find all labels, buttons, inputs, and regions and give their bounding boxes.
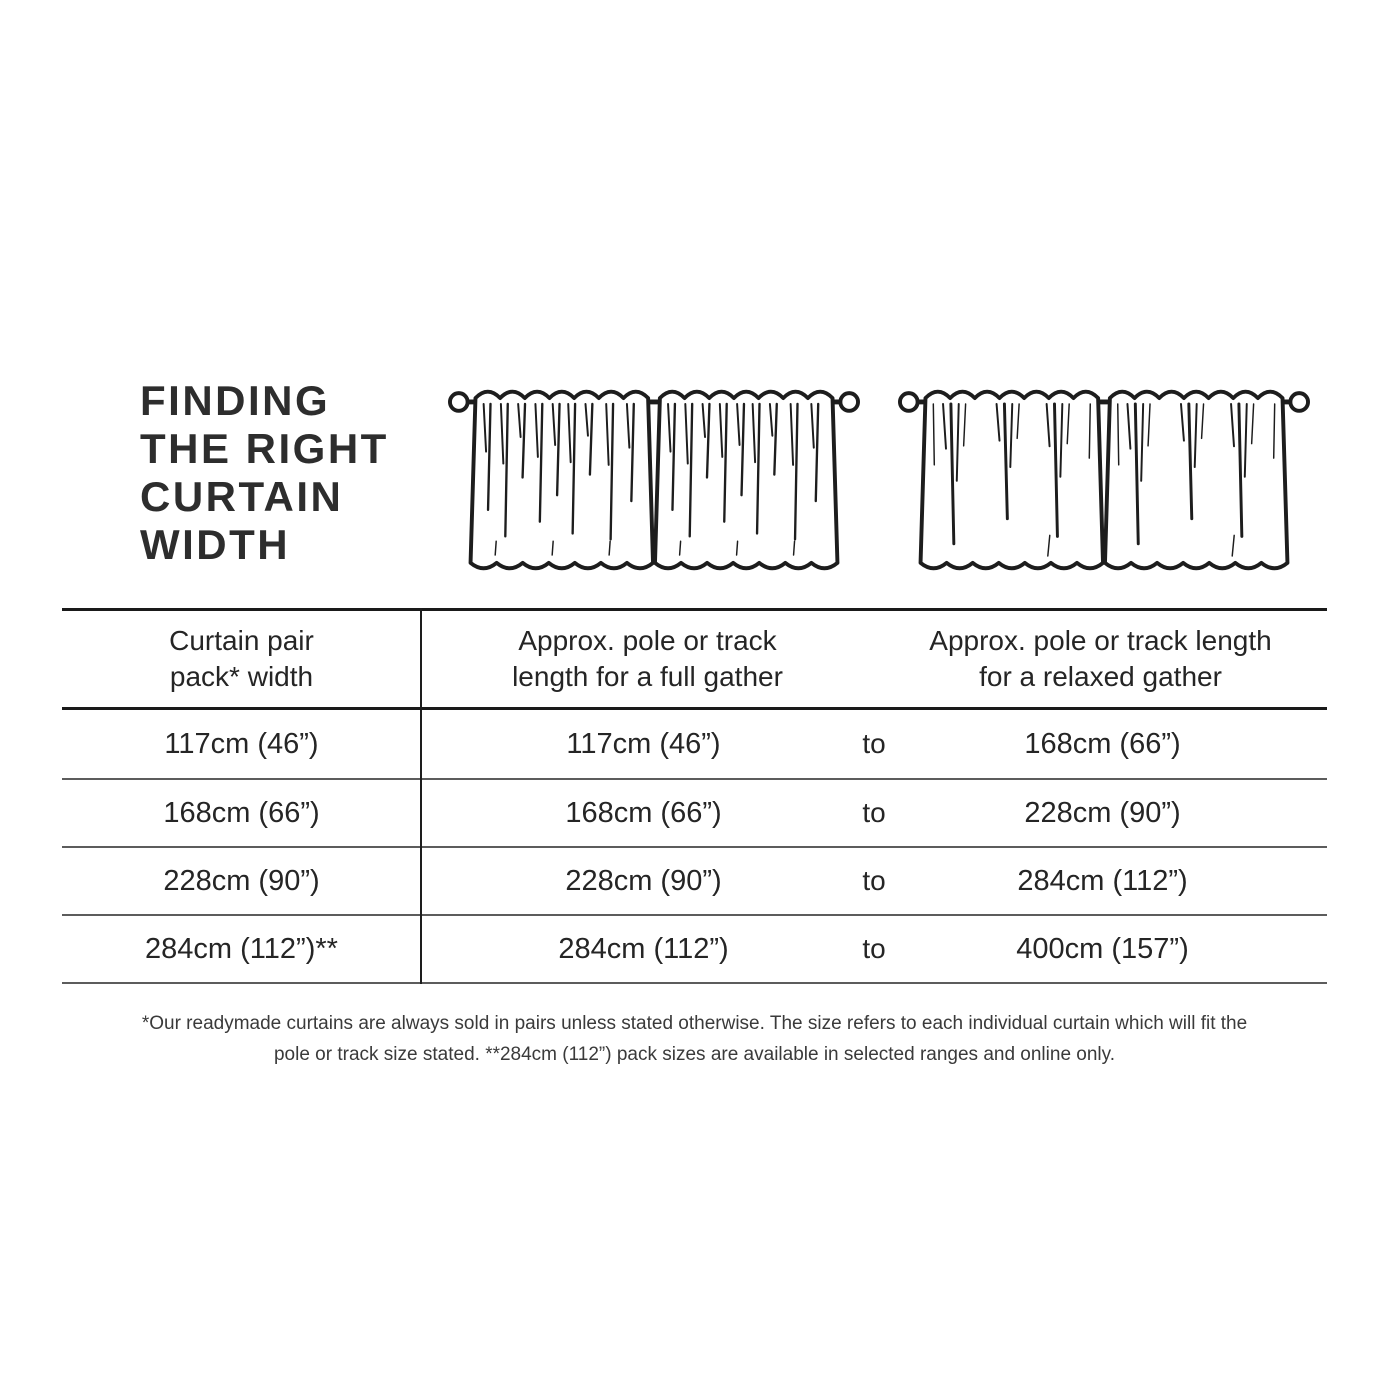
page-title <box>140 377 389 569</box>
range-connector: to <box>862 797 886 828</box>
full-gather-value: 117cm (46”) <box>566 727 721 760</box>
pack-width-value: 228cm (90”) <box>163 864 320 897</box>
pack-width-value: 284cm (112”)** <box>145 932 338 965</box>
relaxed-gather-value: 168cm (66”) <box>1024 727 1181 760</box>
title-line: FINDING <box>140 377 331 424</box>
relaxed-gather-value: 284cm (112”) <box>1017 864 1188 897</box>
relaxed-gather-value: 228cm (90”) <box>1024 796 1181 829</box>
table-row <box>62 914 1327 982</box>
size-table <box>62 608 1327 984</box>
range-connector: to <box>862 933 886 964</box>
table-row <box>62 846 1327 914</box>
table-body <box>62 710 1327 984</box>
table-header-row <box>62 608 1327 710</box>
pack-width-value: 117cm (46”) <box>164 727 319 760</box>
column-divider <box>420 608 422 984</box>
hero-section <box>0 0 1389 608</box>
table-row <box>62 710 1327 778</box>
table-row <box>62 778 1327 846</box>
footnote-section <box>0 1008 1389 1070</box>
curtains-relaxed-gather-illustration <box>898 372 1310 584</box>
title-line: CURTAIN <box>140 473 344 520</box>
header-pack-width: Curtain pair pack* width <box>169 625 314 692</box>
header-full-gather: Approx. pole or track length for a full gather <box>512 625 783 692</box>
range-connector: to <box>862 728 886 759</box>
relaxed-gather-value: 400cm (157”) <box>1016 932 1189 965</box>
header-relaxed-gather: Approx. pole or track length for a relaxed gather <box>929 625 1272 692</box>
title-line: THE RIGHT <box>140 425 389 472</box>
full-gather-value: 168cm (66”) <box>565 796 722 829</box>
full-gather-value: 284cm (112”) <box>558 932 729 965</box>
range-connector: to <box>862 865 886 896</box>
full-gather-value: 228cm (90”) <box>565 864 722 897</box>
title-line: WIDTH <box>140 521 291 568</box>
curtains-full-gather-illustration <box>448 372 860 584</box>
footnote-text: *Our readymade curtains are always sold in pairs unless stated otherwise. The size refers to each individual curtain which will fit the pole or track size stated. **284cm (112”) pack sizes are available in selected ranges and online only. <box>141 1013 1248 1065</box>
pack-width-value: 168cm (66”) <box>163 796 320 829</box>
